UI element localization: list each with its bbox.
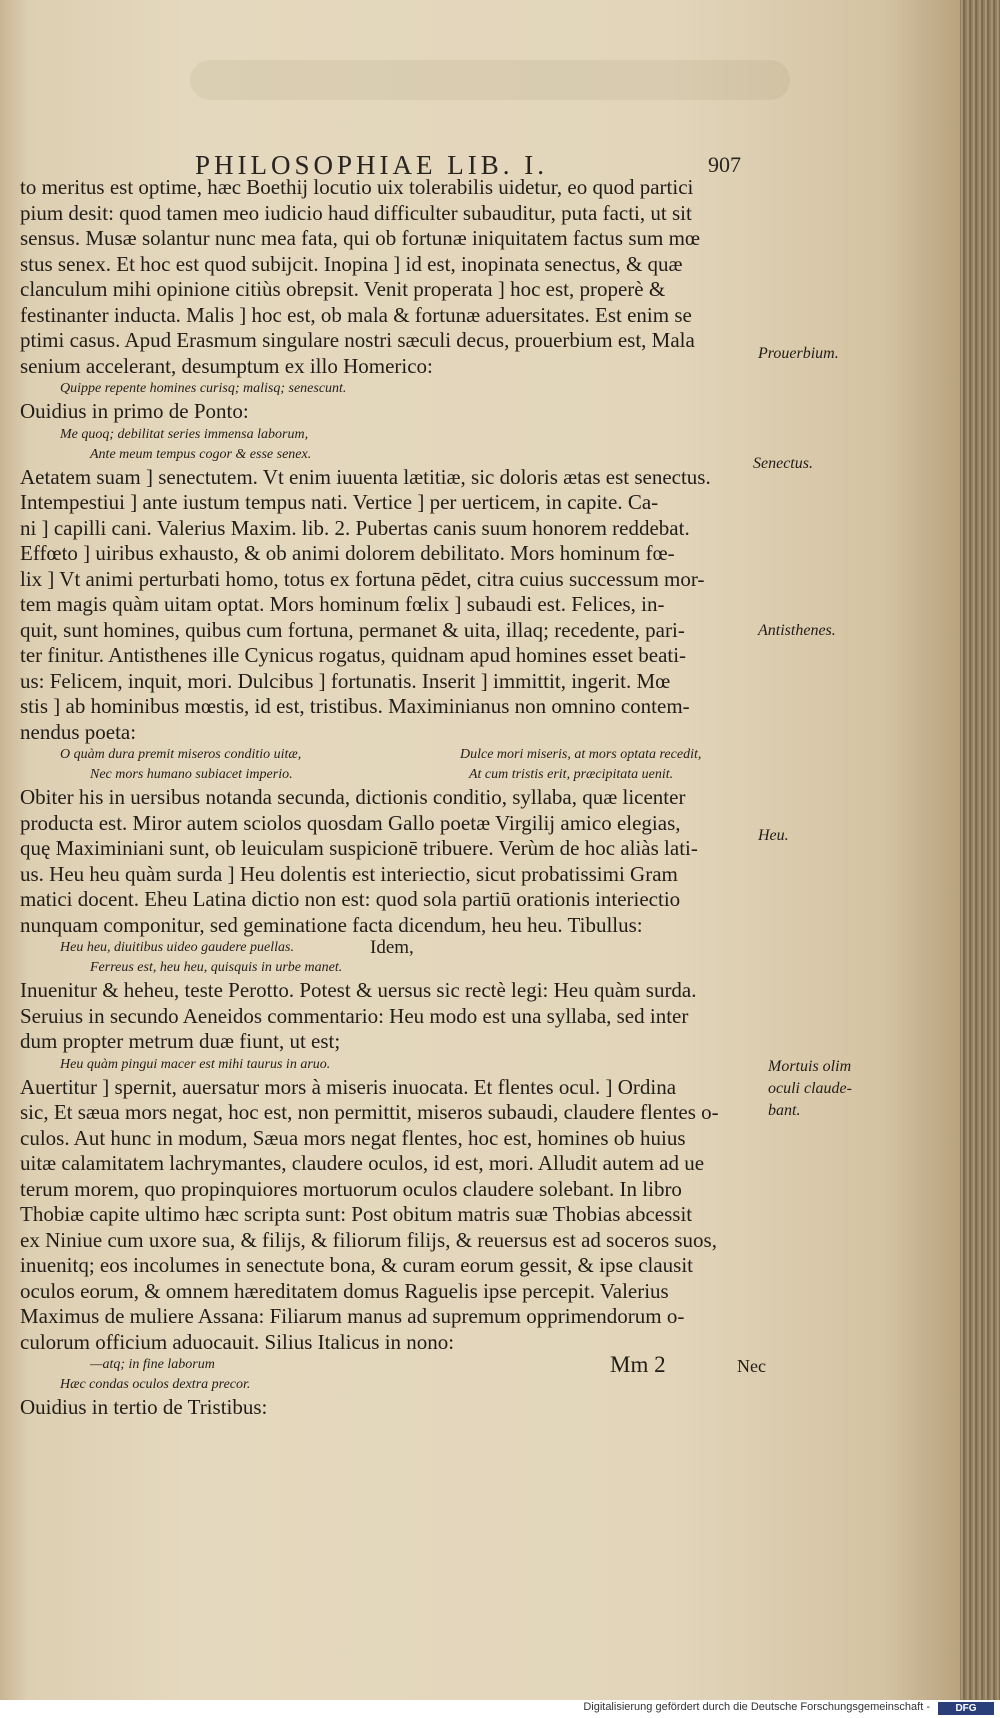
verse-right: Dulce mori miseris, at mors optata recedit, [460,747,702,762]
text-line: to meritus est optime, hæc Boethij locutio uix tolerabilis uidetur, eo quod partici [20,175,694,199]
verse-two-column [20,765,760,785]
verse-quote: Me quoq; debilitat series immensa laborum, [60,426,309,442]
page-edge-stack [960,0,1000,1700]
text-line: lix ] Vt animi perturbati homo, totus ex fortuna pēdet, citra cuius successum mor- [20,566,705,591]
text-line: Effœto ] uiribus exhausto, & ob animi dolorem debilitato. Mors hominum fœ- [20,541,675,565]
text-line: Auertitur ] spernit, auersatur mors à miseris inuocata. Et flentes ocul. ] Ordina [20,1074,677,1099]
text-line: Ouidius in tertio de Tristibus: [20,1395,268,1419]
verse-quote: Ferreus est, heu heu, quisquis in urbe manet. [90,960,343,975]
page-number: 907 [708,152,741,177]
text-line: inuenitq; eos incolumes in senectute bona, & curam eorum gessit, & ipse clausit [20,1253,694,1277]
text-line: Maximus de muliere Assana: Filiarum manus ad supremum opprimendorum o- [20,1304,685,1328]
main-text-block [20,175,760,1421]
text-line: stus senex. Et hoc est quod subijcit. Inopina ] id est, inopinata senectus, & quæ [20,251,683,276]
text-line: ex Niniue cum uxore sua, & filijs, & filiorum filijs, & reuersus est ad soceros suos, [20,1227,717,1252]
text-line: Aetatem suam ] senectutem. Vt enim iuuenta lætitiæ, sic doloris ætas est senectus. [20,464,711,489]
verse-two-column [20,745,760,765]
running-header: PHILOSOPHIAE LIB. I. [195,150,548,180]
margin-note: oculi claude- [768,1080,852,1097]
text-line: ptimi casus. Apud Erasmum singulare nostri sæculi decus, prouerbium est, Mala [20,328,695,352]
margin-note: bant. [768,1102,801,1119]
margin-note: Heu. [758,827,789,844]
text-line: oculos eorum, & omnem hæreditatem domus Raguelis ipse percepit. Valerius [20,1278,669,1303]
verse-quote: Hæc condas oculos dextra precor. [60,1377,251,1392]
text-line: us: Felicem, inquit, mori. Dulcibus ] fortunatis. Inserit ] immittit, ingerit. Mœ [20,668,671,693]
text-line: clanculum mihi opinione citiùs obrepsit. Venit properata ] hoc est, properè & [20,277,666,301]
text-line: sensus. Musæ solantur nunc mea fata, qui ob fortunæ iniquitatem factus sum mœ [20,226,701,250]
text-line: tem magis quàm uitam optat. Mors hominum fœlix ] subaudi est. Felices, in- [20,592,665,616]
catchword: Nec [737,1356,766,1376]
text-line: producta est. Miror autem sciolos quosdam Gallo poetæ Virgilij amico elegias, [20,810,681,835]
verse-right: Idem, [370,937,414,958]
text-line: dum propter metrum duæ fiunt, ut est; [20,1029,341,1053]
text-line: uitæ calamitatem lachrymantes, claudere oculos, id est, mori. Alludit autem ad ue [20,1151,705,1175]
text-line: culorum officium aduocauit. Silius Italicus in nono: [20,1329,455,1354]
text-line: nendus poeta: [20,719,137,744]
verse-quote: —atq; in fine laborum [90,1357,215,1372]
text-line: terum morem, quo propinquiores mortuorum oculos claudere solebant. In libro [20,1176,682,1201]
verse-left: Nec mors humano subiacet imperio. [90,767,293,782]
text-line: us. Heu heu quàm surda ] Heu dolentis est interiectio, sicut probatissimi Gram [20,861,678,886]
text-line: ter finitur. Antisthenes ille Cynicus rogatus, quidnam apud homines esset beati- [20,643,687,667]
signature-mark: Mm 2 [610,1352,666,1377]
text-line: pium desit: quod tamen meo iudicio haud difficulter subauditur, puta facti, ut sit [20,200,692,225]
margin-note: Senectus. [753,455,813,472]
text-line: Inuenitur & heheu, teste Perotto. Potest & uersus sic rectè legi: Heu quàm surda. [20,978,697,1002]
verse-left: Heu heu, diuitibus uideo gaudere puellas. [60,940,294,955]
footer-credit: Digitalisierung gefördert durch die Deutsche Forschungsgemeinschaft - [583,1701,930,1713]
text-line: culos. Aut hunc in modum, Sæua mors negat flentes, hoc est, homines ob huius [20,1125,686,1150]
page-top-shadow [190,60,790,100]
margin-note: Mortuis olim [768,1058,852,1075]
text-line: matici docent. Eheu Latina dictio non est: quod sola partiū orationis interiectio [20,887,681,911]
text-line: quit, sunt homines, quibus cum fortuna, permanet & uita, illaq; recedente, pari- [20,617,685,642]
text-line: Ouidius in primo de Ponto: [20,399,249,423]
verse-right: At cum tristis erit, præcipitata uenit. [468,767,674,782]
text-line: ni ] capilli cani. Valerius Maxim. lib. 2. Pubertas canis suum honorem reddebat. [20,515,690,540]
text-line: Intempestiui ] ante iustum tempus nati. Vertice ] per uerticem, in capite. Ca- [20,490,659,514]
text-line: sic, Et sæua mors negat, hoc est, non permittit, miseros subaudi, claudere flentes o- [20,1100,719,1124]
margin-note: Antisthenes. [758,622,836,639]
text-line: nunquam componitur, sed geminatione facta dicendum, heu heu. Tibullus: [20,912,643,937]
dfg-logo-icon: DFG [938,1702,994,1715]
text-line: stis ] ab hominibus mœstis, id est, tristibus. Maximinianus non omnino contem- [20,694,690,718]
verse-quote: Ante meum tempus cogor & esse senex. [90,446,312,462]
margin-note: Prouerbium. [758,345,839,362]
verse-quote: Heu quàm pingui macer est mihi taurus in aruo. [60,1056,331,1072]
text-line: Obiter his in uersibus notanda secunda, dictionis conditio, syllaba, quæ licenter [20,785,686,809]
text-line: senium accelerant, desumptum ex illo Homerico: [20,353,433,378]
verse-two-column [20,938,760,958]
text-line: Seruius in secundo Aeneidos commentario: Heu modo est una syllaba, sed inter [20,1003,689,1028]
text-line: festinanter inducta. Malis ] hoc est, ob mala & fortunæ aduersitates. Est enim se [20,302,692,327]
verse-left: O quàm dura premit miseros conditio uitæ, [60,747,302,762]
text-line: quę Maximiniani sunt, ob leuiculam suspicionē tribuere. Verùm de hoc aliàs lati- [20,836,698,860]
verse-quote: Quippe repente homines curisq; malisq; senescunt. [60,381,347,396]
text-line: Thobiæ capite ultimo hæc scripta sunt: Post obitum matris suæ Thobias abcessit [20,1202,693,1226]
